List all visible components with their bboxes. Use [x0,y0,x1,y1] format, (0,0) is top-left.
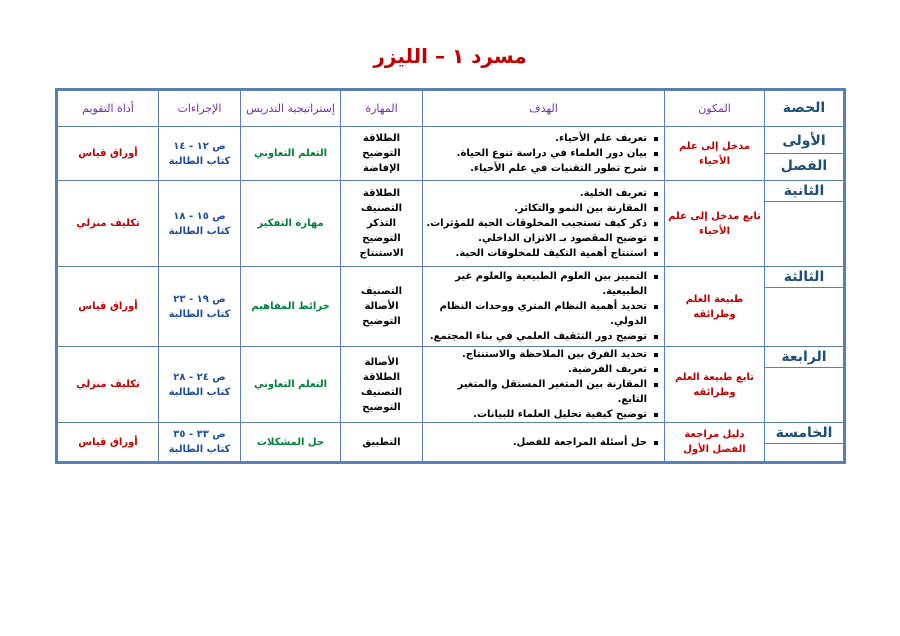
skill-item: التوضيح [362,148,401,159]
skill-item: التصنيف [360,203,403,214]
table-row [57,181,845,267]
table-row [57,347,845,423]
book-name: كتاب الطالبة [168,444,231,455]
skill-item: التوضيح [362,233,401,244]
period-cell [765,127,845,181]
goals-cell [423,127,665,181]
strategy-cell: حل المشكلات [241,423,341,463]
header-component: المكون [665,90,765,127]
goal-item: حل أسئلة المراجعة للفصل. [426,435,647,450]
table-row [57,267,845,347]
goal-item: المقارنة بين المتغير المستقل والمتغير التابع. [426,377,647,407]
header-row [57,90,845,127]
period-label: الرابعة [765,347,843,368]
skill-item: التوضيح [362,316,401,327]
period-label: الخامسة [765,423,843,444]
skill-item: التصنيف [360,386,403,398]
skill-item: الطلاقة [362,188,401,199]
component-cell: طبيعة العلم وطرائقه [665,267,765,347]
assessment-cell: تكليف منزلي [57,347,159,423]
skill-item: الأصالة [364,356,399,368]
goals-cell [423,181,665,267]
pages-range: ص ١٩ - ٢٣ [173,293,226,305]
assessment-cell: تكليف منزلي [57,181,159,267]
goal-item: تعريف الفرضية. [426,362,647,377]
book-name: كتاب الطالبة [168,308,231,320]
goals-cell [423,347,665,423]
component-cell: تابع طبيعة العلم وطرائقه [665,347,765,423]
goal-item: استنتاج أهمية التكيف للمخلوقات الحية. [426,246,647,261]
skill-item: التصنيف [360,286,403,297]
header-period: الحصة [765,90,845,127]
skill-item: التذكر [366,218,397,229]
skills-cell [341,181,423,267]
skills-cell [341,127,423,181]
strategy-cell: مهارة التفكير [241,181,341,267]
component-cell: مدخل إلى علم الأحياء [665,127,765,181]
book-name: كتاب الطالبة [168,155,231,167]
period-cell [765,423,845,463]
assessment-cell: أوراق قياس [57,127,159,181]
skills-cell [341,347,423,423]
goal-item: تعريف علم الأحياء. [426,131,647,146]
component-cell: دليل مراجعة الفصل الأول [665,423,765,463]
header-strategy: إستراتيجية التدريس [241,90,341,127]
lesson-plan-table [55,88,846,464]
assessment-cell: أوراق قياس [57,423,159,463]
pages-range: ص ٣٣ - ٣٥ [173,429,226,440]
strategy-cell: خرائط المفاهيم [241,267,341,347]
procedures-cell [159,423,241,463]
chapter-label: الفصل [780,158,828,174]
pages-range: ص ١٢ - ١٤ [173,140,226,152]
goal-item: تحديد الفرق بين الملاحظة والاستنتاج. [426,347,647,362]
period-cell [765,347,845,423]
skill-item: الطلاقة [362,371,401,383]
skill-item: الاستنتاج [359,248,404,259]
pages-range: ص ٢٤ - ٢٨ [173,371,226,383]
goal-item: تحديد أهمية النظام المتري ووحدات النظام الدولي. [426,299,647,329]
period-label: الثالثة [765,267,843,288]
period-label: الثانية [765,181,843,202]
period-cell [765,267,845,347]
goal-item: شرح تطور التقنيات في علم الأحياء. [426,161,647,176]
book-name: كتاب الطالبة [168,386,231,398]
pages-range: ص ١٥ - ١٨ [173,210,226,222]
goal-item: توضيح دور التثقيف العلمي في بناء المجتمع. [426,329,647,344]
goal-item: توضيح المقصود بـ الاتزان الداخلي. [426,231,647,246]
skill-item: الطلاقة [362,133,401,144]
procedures-cell [159,347,241,423]
skill-item: الإفاضة [363,163,400,174]
skill-item: الأصالة [364,301,399,312]
page-title: مسرد ١ – الليزر [373,44,527,68]
header-assessment: أداة التقويم [57,90,159,127]
period-label: الأولى [765,129,843,154]
period-cell [765,181,845,267]
goals-cell [423,423,665,463]
goal-item: بيان دور العلماء في دراسة تنوع الحياة. [426,146,647,161]
procedures-cell [159,127,241,181]
skills-cell [341,423,423,463]
header-skill: المهارة [341,90,423,127]
procedures-cell [159,267,241,347]
goal-item: توضيح كيفية تحليل العلماء للبيانات. [426,407,647,422]
goal-item: تعريف الخلية. [426,186,647,201]
skills-cell [341,267,423,347]
header-procedures: الإجراءات [159,90,241,127]
component-cell: تابع مدخل إلى علم الأحياء [665,181,765,267]
strategy-cell: التعلم التعاوني [241,127,341,181]
skill-item: التطبيق [362,436,401,448]
goal-item: التمييز بين العلوم الطبيعية والعلوم غير الطبيعية. [426,269,647,299]
table-row [57,127,845,181]
table-row [57,423,845,463]
goal-item: ذكر كيف تستجيب المخلوقات الحية للمؤثرات. [426,218,647,229]
header-goal: الهدف [423,90,665,127]
strategy-cell: التعلم التعاوني [241,347,341,423]
goal-item: المقارنة بين النمو والتكاثر. [426,201,647,216]
skill-item: التوضيح [362,401,401,413]
assessment-cell: أوراق قياس [57,267,159,347]
goals-cell [423,267,665,347]
book-name: كتاب الطالبة [168,225,231,237]
procedures-cell [159,181,241,267]
